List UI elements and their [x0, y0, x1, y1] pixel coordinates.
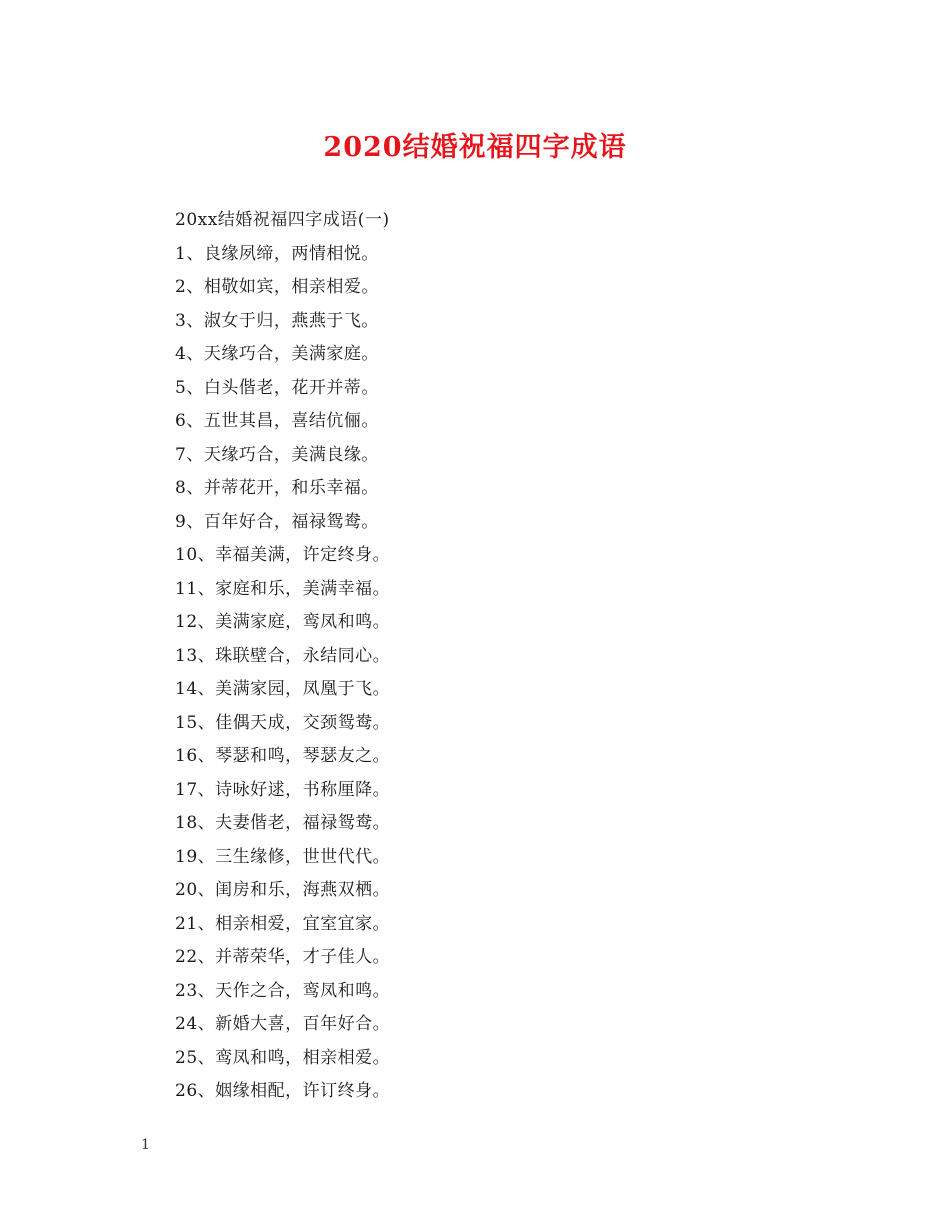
list-item: 23、天作之合，鸾凤和鸣。: [175, 980, 391, 1001]
list-item: 13、珠联壁合，永结同心。: [175, 645, 391, 666]
list-item: 22、并蒂荣华，才子佳人。: [175, 947, 391, 967]
page-number: 1: [141, 1137, 150, 1153]
list-item: 24、新婚大喜，百年好合。: [175, 1014, 391, 1034]
list-item: 17、诗咏好逑，书称厘降。: [175, 779, 391, 800]
list-item: 4、天缘巧合，美满家庭。: [175, 344, 379, 364]
list-item: 1、良缘夙缔，两情相悦。: [175, 243, 379, 264]
list-item: 3、淑女于归，燕燕于飞。: [175, 310, 379, 331]
list-item: 21、相亲相爱，宜室宜家。: [175, 913, 391, 934]
list-item: 11、家庭和乐，美满幸福。: [175, 578, 391, 599]
list-item: 14、美满家园，凤凰于飞。: [175, 679, 391, 699]
list-item: 2、相敬如宾，相亲相爱。: [175, 277, 379, 297]
list-item: 8、并蒂花开，和乐幸福。: [175, 478, 379, 498]
list-item: 25、鸾凤和鸣，相亲相爱。: [175, 1047, 391, 1068]
list-item: 19、三生缘修，世世代代。: [175, 846, 391, 867]
list-item: 5、白头偕老，花开并蒂。: [175, 377, 379, 398]
list-item: 26、姻缘相配，许订终身。: [175, 1081, 391, 1101]
list-item: 18、夫妻偕老，福禄鸳鸯。: [175, 813, 391, 833]
list-item: 6、五世其昌，喜结伉俪。: [175, 411, 379, 431]
section-heading: 20xx结婚祝福四字成语(一): [175, 210, 390, 230]
list-item: 9、百年好合，福禄鸳鸯。: [175, 511, 379, 532]
list-item: 7、天缘巧合，美满良缘。: [175, 444, 379, 465]
list-item: 10、幸福美满，许定终身。: [175, 545, 391, 565]
list-item: 16、琴瑟和鸣，琴瑟友之。: [175, 746, 391, 766]
document-body: [175, 204, 815, 1109]
list-item: 12、美满家庭，鸾凤和鸣。: [175, 612, 391, 632]
page-title: 2020结婚祝福四字成语: [323, 132, 627, 163]
list-item: 20、闺房和乐，海燕双栖。: [175, 880, 391, 900]
list-item: 15、佳偶天成，交颈鸳鸯。: [175, 712, 391, 733]
